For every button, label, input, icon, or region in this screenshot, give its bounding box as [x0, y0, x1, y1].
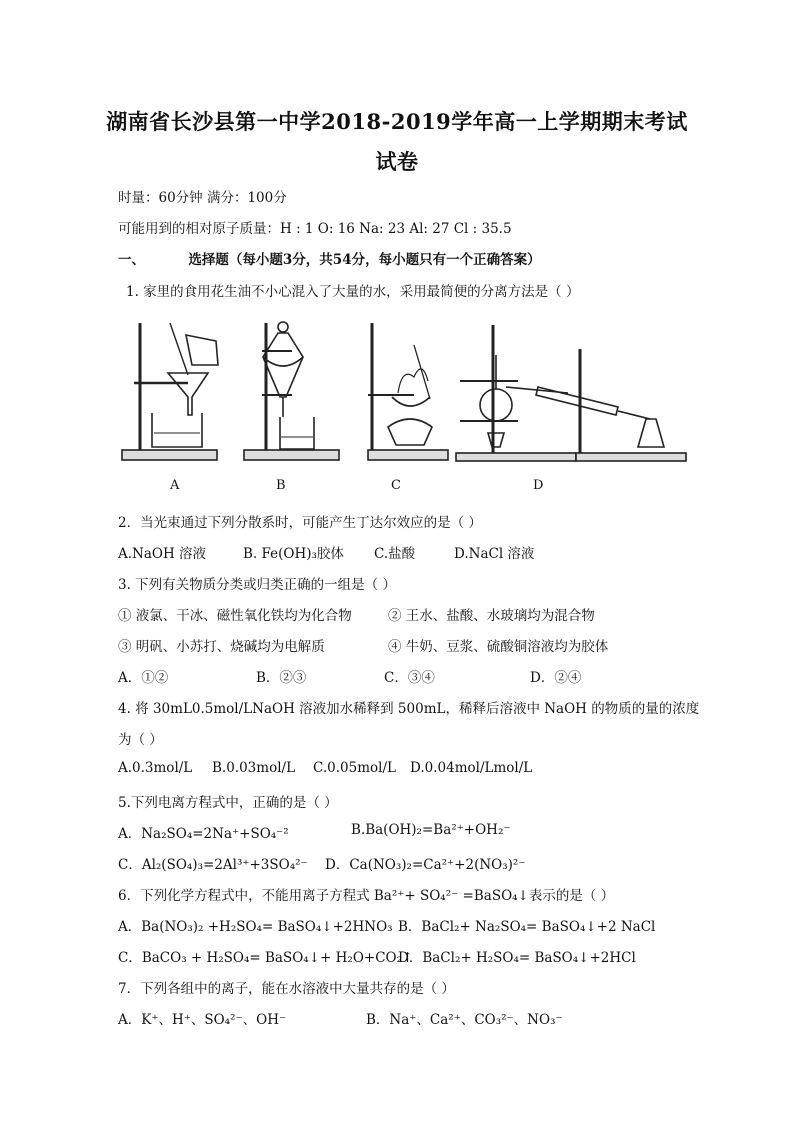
apparatus-d-distillation	[456, 325, 686, 461]
q3-statement-1: ① 液氯、干冰、磁性氧化铁均为化合物	[118, 608, 352, 624]
q1-stem: 1. 家里的食用花生油不小心混入了大量的水，采用最简便的分离方法是（ ）	[126, 284, 580, 300]
q7-option-b: B．Na⁺、Ca²⁺、CO₃²⁻、NO₃⁻	[366, 1012, 563, 1028]
q2-option-d: D.NaCl 溶液	[454, 546, 535, 562]
q5-stem: 5.下列电离方程式中，正确的是（ ）	[118, 795, 338, 811]
section-number: 一、	[118, 252, 145, 268]
q4-stem-cont: 为（ ）	[118, 732, 163, 748]
exam-title-line1: 湖南省长沙县第一中学2018-2019学年高一上学期期末考试	[106, 109, 688, 134]
q5-option-b: B.Ba(OH)₂=Ba²⁺+OH₂⁻	[351, 822, 511, 838]
q2-option-a: A.NaOH 溶液	[118, 546, 207, 562]
apparatus-c-evaporation	[368, 323, 448, 460]
q6-stem: 6．下列化学方程式中，不能用离子方程式 Ba²⁺+ SO₄²⁻ =BaSO₄↓表示的是（ ）	[118, 888, 615, 904]
q3-option-b: B．②③	[256, 670, 307, 686]
q3-statement-2: ② 王水、盐酸、水玻璃均为混合物	[388, 608, 595, 624]
q4-option-c: C.0.05mol/L	[313, 760, 396, 776]
q2-option-b: B. Fe(OH)₃胶体	[243, 546, 344, 562]
apparatus-a-filtration	[122, 323, 218, 460]
figure-label-d: D	[533, 478, 544, 493]
q6-option-c: C．BaCO₃ + H₂SO₄= BaSO₄↓+ H₂O+CO₂↑	[118, 950, 414, 966]
q4-stem: 4. 将 30mL0.5mol/LNaOH 溶液加水稀释到 500mL，稀释后溶液中 NaOH 的物质的量的浓度	[118, 701, 700, 717]
time-score-line: 时量：60分钟 满分：100分	[118, 190, 287, 206]
atomic-mass-line: 可能用到的相对原子质量：H : 1 O: 16 Na: 23 Al: 27 Cl : 35.5	[118, 221, 512, 237]
q6-option-b: B．BaCl₂+ Na₂SO₄= BaSO₄↓+2 NaCl	[398, 919, 656, 935]
apparatus-b-separatory-funnel	[244, 322, 339, 460]
figure-label-c: C	[391, 478, 401, 493]
q5-option-c: C．Al₂(SO₄)₃=2Al³⁺+3SO₄²⁻	[118, 857, 308, 873]
q4-option-b: B.0.03mol/L	[212, 760, 296, 776]
q5-option-a: A．Na₂SO₄=2Na⁺+SO₄⁻²	[118, 826, 289, 842]
q3-option-c: C．③④	[384, 670, 435, 686]
q3-statement-4: ④ 牛奶、豆浆、硫酸铜溶液均为胶体	[388, 639, 609, 655]
q4-option-a: A.0.3mol/L	[118, 760, 193, 776]
q7-stem: 7．下列各组中的离子，能在水溶液中大量共存的是（ ）	[118, 981, 455, 997]
q3-statement-3: ③ 明矾、小苏打、烧碱均为电解质	[118, 639, 325, 655]
q3-option-d: D．②④	[530, 670, 582, 686]
q2-stem: 2．当光束通过下列分散系时，可能产生丁达尔效应的是（ ）	[118, 515, 482, 531]
q7-option-a: A．K⁺、H⁺、SO₄²⁻、OH⁻	[118, 1012, 287, 1028]
figure-label-a: A	[170, 478, 180, 493]
q6-option-a: A．Ba(NO₃)₂ +H₂SO₄= BaSO₄↓+2HNO₃	[118, 919, 393, 935]
figure-label-b: B	[276, 478, 286, 493]
exam-title-line2: 试卷	[375, 149, 419, 174]
q5-option-d: D．Ca(NO₃)₂=Ca²⁺+2(NO₃)²⁻	[325, 857, 526, 873]
q6-option-d: D．BaCl₂+ H₂SO₄= BaSO₄↓+2HCl	[398, 950, 636, 966]
q2-option-c: C.盐酸	[374, 546, 416, 562]
section-title: 选择题（每小题3分，共54分，每小题只有一个正确答案）	[188, 252, 541, 268]
separation-apparatus-figure	[118, 315, 698, 475]
q3-stem: 3. 下列有关物质分类或归类正确的一组是（ ）	[118, 577, 396, 593]
q4-option-d: D.0.04mol/Lmol/L	[410, 760, 533, 776]
section-heading	[118, 248, 541, 268]
q3-option-a: A．①②	[118, 670, 169, 686]
